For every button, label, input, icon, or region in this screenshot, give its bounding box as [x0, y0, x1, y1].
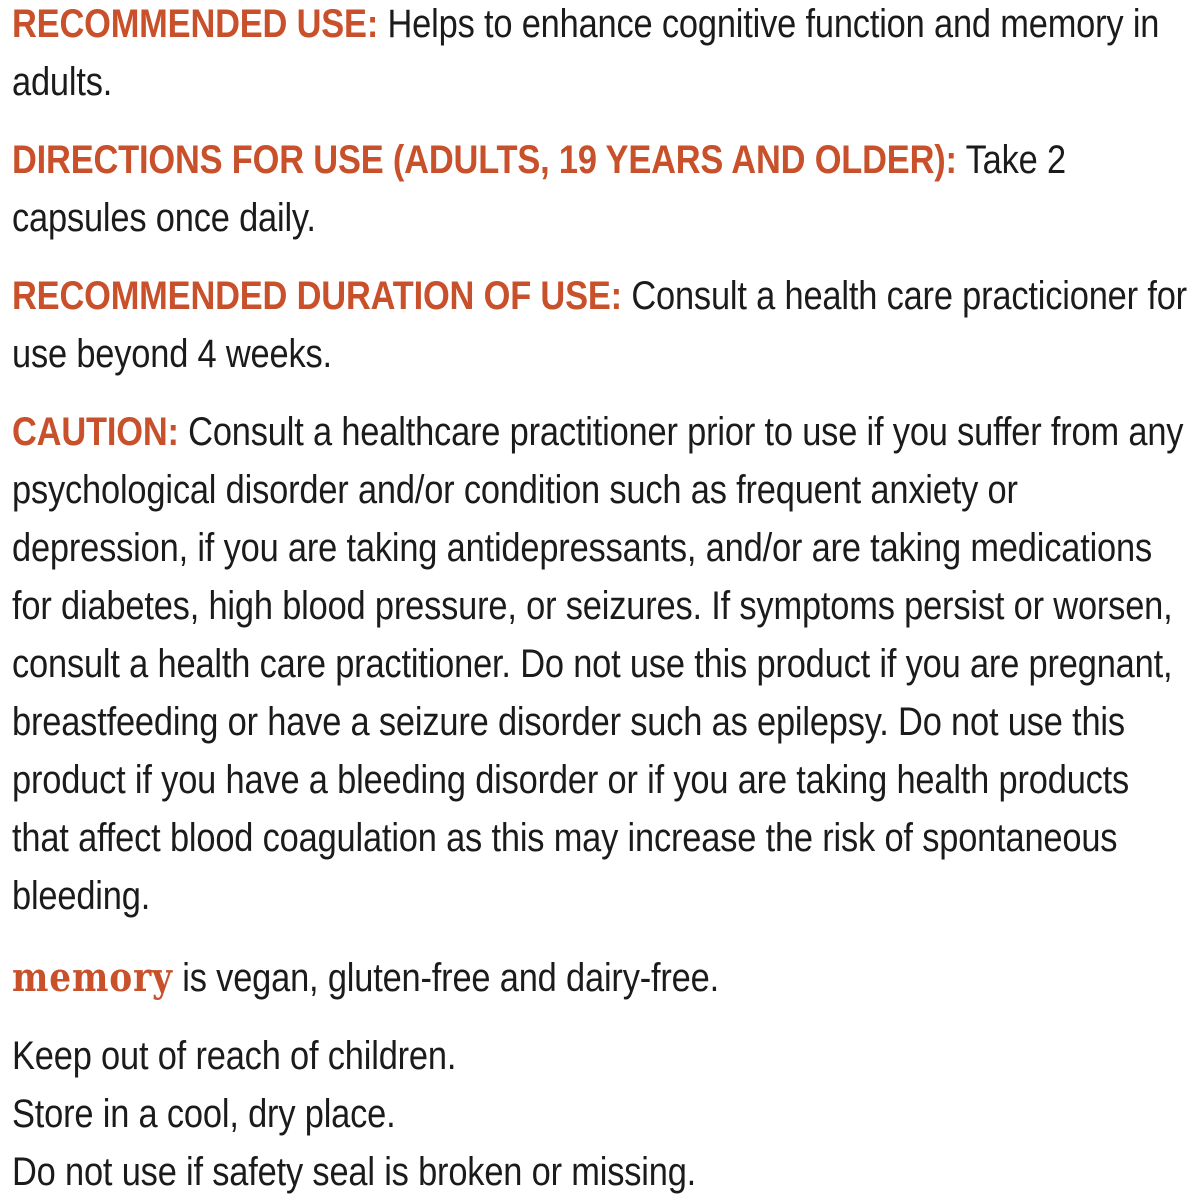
caution-text: Consult a healthcare practitioner prior to use if you suffer from any psychological disorder and/or condition such as frequent anxiety or depression, if you are taking antidepressants, and/or are taking medications for diabetes, high blood pressure, or seizures. If symptoms persist or worsen, consult a health care practitioner. Do not use this product if you are pregnant, breastfeeding or have a seizure disorder such as epilepsy. Do not use this product if you have a bleeding disorder or if you are taking health products that affect blood coagulation as this may increase the risk of spontaneous bleeding.: [12, 410, 1184, 918]
duration-heading: RECOMMENDED DURATION OF USE:: [12, 274, 622, 318]
recommended-use-section: [12, 0, 1192, 111]
storage-note-seal: Do not use if safety seal is broken or missing.: [12, 1150, 697, 1194]
caution-section: [12, 403, 1192, 925]
storage-note-children: Keep out of reach of children.: [12, 1034, 457, 1078]
brand-statement-text: is vegan, gluten-free and dairy-free.: [182, 956, 720, 1000]
directions-section: [12, 131, 1192, 247]
caution-heading: CAUTION:: [12, 410, 179, 454]
brand-statement: [12, 949, 1192, 1007]
directions-text: Take 2 capsules once daily.: [12, 138, 1066, 240]
recommended-use-text: Helps to enhance cognitive function and memory in adults.: [12, 2, 1160, 104]
duration-section: [12, 267, 1192, 383]
duration-text: Consult a health care practicioner for use beyond 4 weeks.: [12, 274, 1187, 376]
recommended-use-heading: RECOMMENDED USE:: [12, 2, 379, 46]
brand-name: memory: [12, 954, 173, 1001]
storage-note-cool-dry: Store in a cool, dry place.: [12, 1092, 396, 1136]
directions-heading: DIRECTIONS FOR USE (ADULTS, 19 YEARS AND OLDER):: [12, 138, 957, 182]
storage-notes: [12, 1027, 1192, 1201]
